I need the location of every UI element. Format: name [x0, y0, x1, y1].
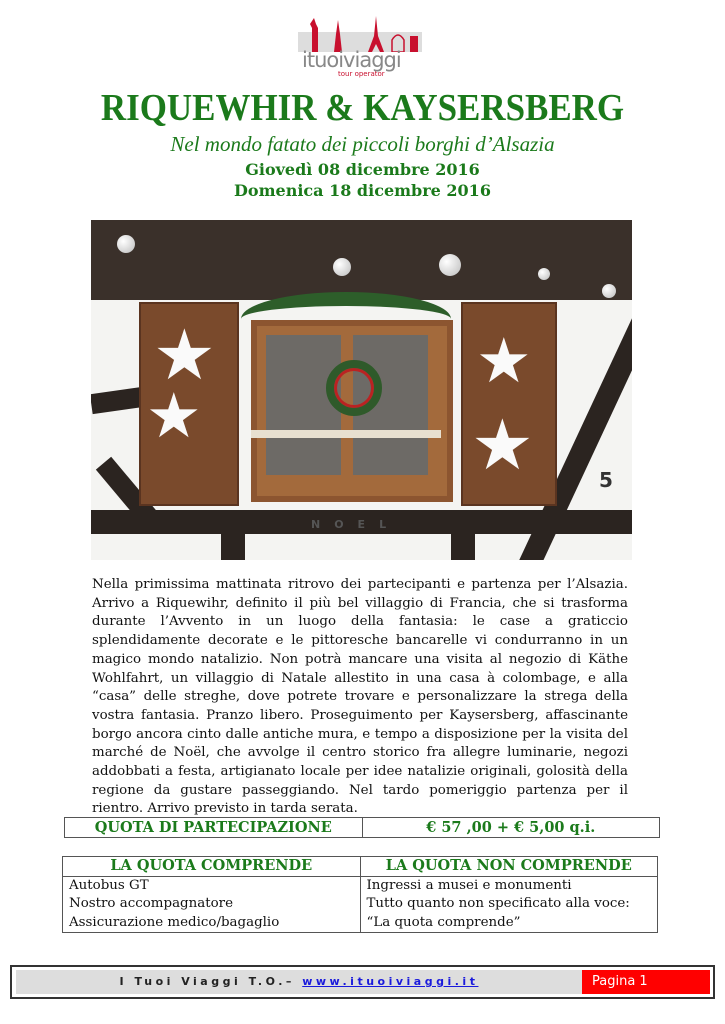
- page-footer: [10, 965, 715, 999]
- end-date: Domenica 18 dicembre 2016: [234, 181, 491, 200]
- christmas-window-photo: [91, 220, 632, 560]
- price-label: QUOTA DI PARTECIPAZIONE: [65, 818, 363, 838]
- list-item: “La quota comprende”: [366, 914, 521, 930]
- house-number: 5: [599, 468, 613, 492]
- star-icon: ★: [153, 314, 216, 396]
- noel-sign: NOEL: [311, 518, 401, 531]
- star-icon: ★: [146, 379, 202, 452]
- list-item: Nostro accompagnatore: [69, 896, 233, 911]
- list-item: Autobus GT: [69, 877, 149, 893]
- inclusions-table: [62, 856, 658, 933]
- includes-list: [63, 876, 361, 933]
- star-icon: ★: [471, 404, 534, 486]
- logo-text: ituoiviaggi: [302, 48, 401, 72]
- price-table: [64, 817, 660, 838]
- excludes-header: LA QUOTA NON COMPRENDE: [360, 857, 658, 877]
- website-link[interactable]: www.ituoiviaggi.it: [302, 975, 479, 988]
- itinerary-description: Nella primissima mattinata ritrovo dei partecipanti e partenza per l’Alsazia. Arrivo a Riquewihr, definito il più bel villaggio di Francia, che si trasforma durante l’Avvento in un luogo della fantasia: le case a graticcio splendidamente decorate e le pittoresche bancarelle vi condurranno in un magico mondo natalizio. Non potrà mancare una visita al negozio di Käthe Wohlfahrt, un villaggio di Natale allestito in una casa à colombage, e alla “casa” delle streghe, dove potrete trovare e personalizzare la strega della vostra fantasia. Pranzo libero. Proseguimento per Kaysersberg, affascinante borgo ancora cinto dalle antiche mura, e tempo a disposizione per la visita del marché de Noël, che avvolge il centro storico fra allegre luminarie, negozi addobbati a festa, artigianato locale per idee natalizie originali, golosità della regione da gustare passeggiando. Nel tardo pomeriggio partenza per il rientro. Arrivo previsto in tarda serata.: [92, 577, 628, 817]
- company-name: I Tuoi Viaggi T.O.–: [119, 975, 303, 988]
- page-number: Pagina 1: [582, 970, 710, 994]
- list-item: Assicurazione medico/bagaglio: [69, 914, 280, 930]
- footer-company: [16, 970, 582, 994]
- company-logo: [298, 14, 422, 76]
- price-value: € 57 ,00 + € 5,00 q.i.: [362, 818, 660, 838]
- includes-header: LA QUOTA COMPRENDE: [63, 857, 361, 877]
- wreath-icon: [326, 360, 382, 416]
- list-item: Ingressi a musei e monumenti: [366, 877, 572, 893]
- skyline-icon: [298, 14, 422, 52]
- logo-subtext: tour operator: [338, 70, 385, 78]
- page-title: RIQUEWHIR & KAYSERSBERG: [100, 87, 625, 129]
- excludes-list: [360, 876, 658, 933]
- start-date: Giovedì 08 dicembre 2016: [245, 160, 480, 179]
- list-item: Tutto quanto non specificato alla voce:: [366, 896, 630, 911]
- page-subtitle: Nel mondo fatato dei piccoli borghi d’Alsazia: [170, 132, 555, 156]
- star-icon: ★: [476, 324, 532, 397]
